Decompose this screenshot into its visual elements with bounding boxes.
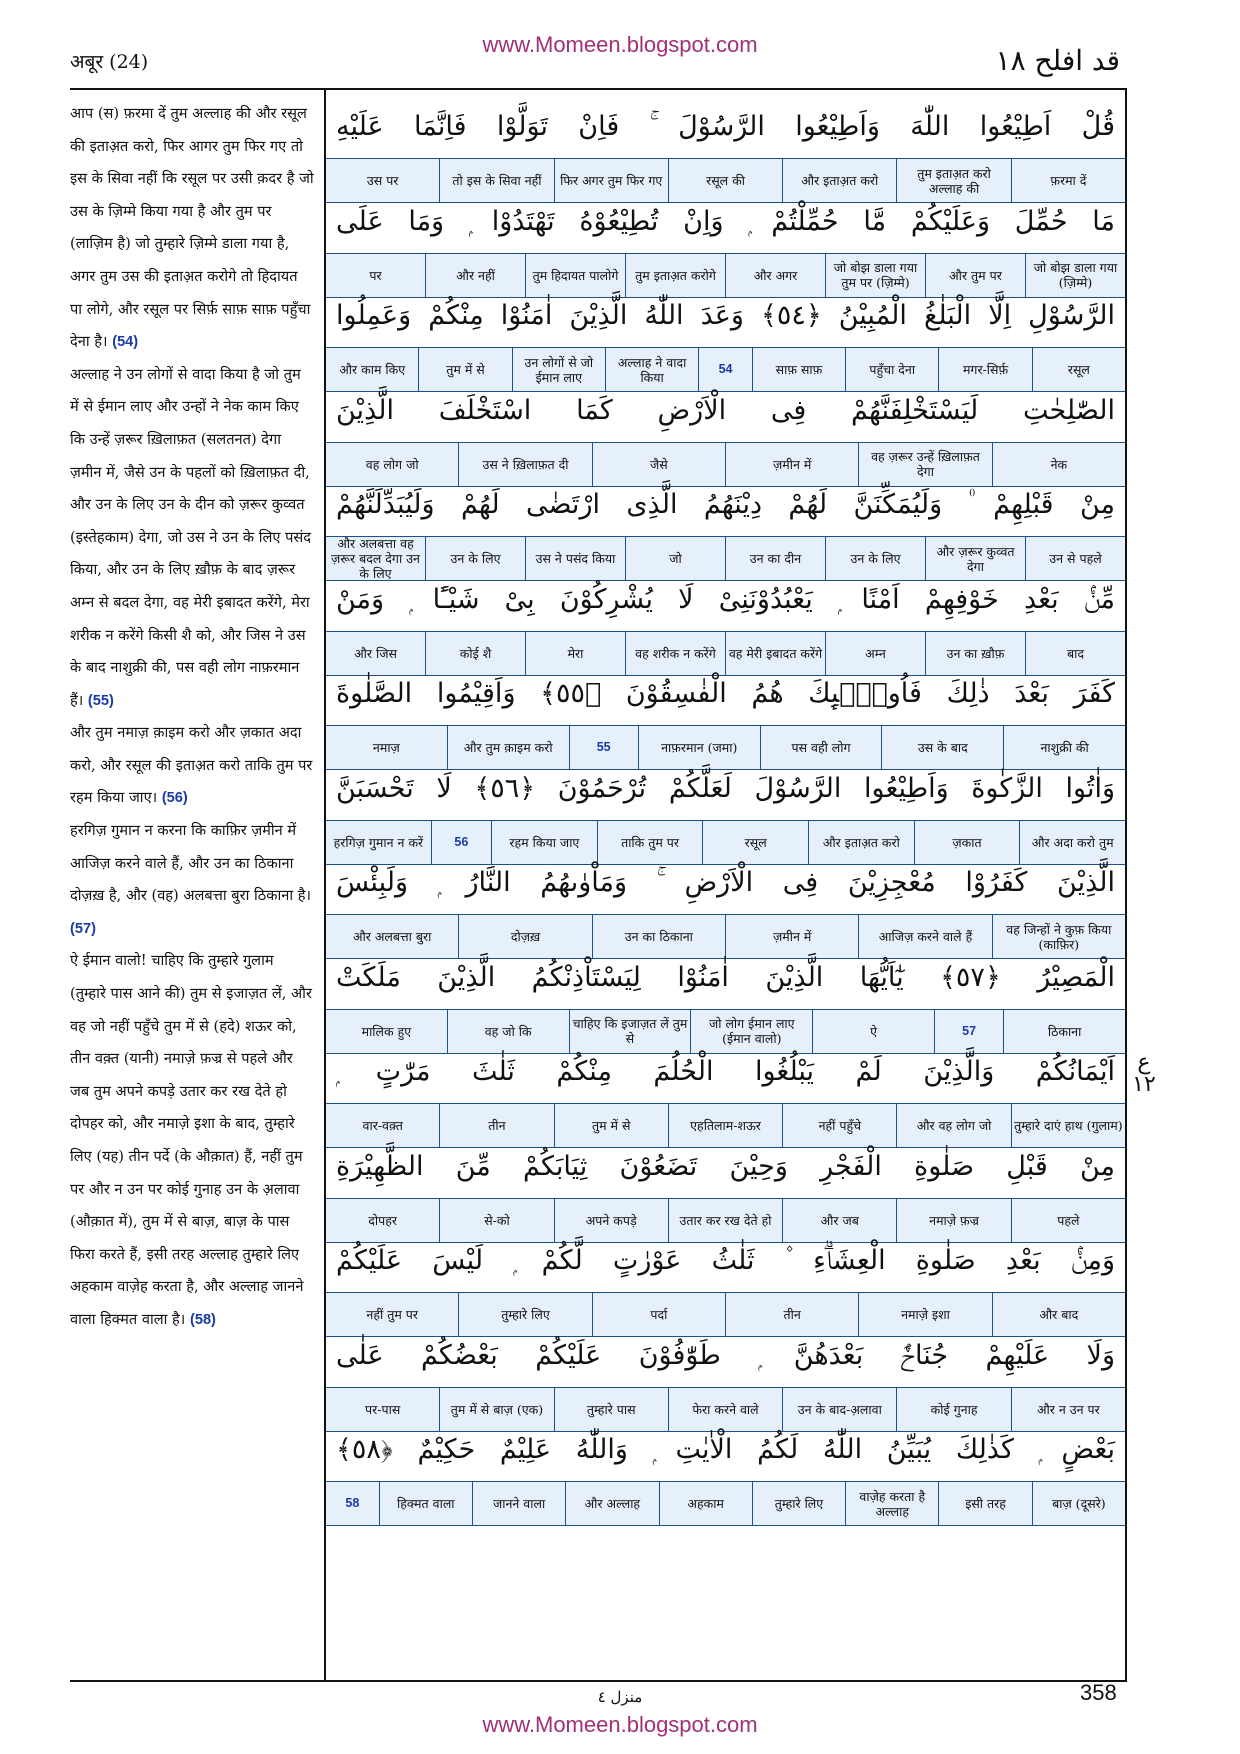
word-meaning-cell: और अलबत्ता बुरा — [353, 929, 432, 944]
word-meaning-cell: फ़रमा दें — [1011, 159, 1125, 202]
verse-number-cell: 56 — [431, 821, 491, 864]
word-meaning-cell: ज़मीन में — [725, 443, 858, 486]
word-meaning-cell: हिक्मत वाला — [379, 1482, 472, 1525]
word-meaning-cell: तुम्हारे पास — [554, 1388, 668, 1431]
word-meaning-cell: नाफ़रमान (जमा) — [638, 726, 760, 769]
juz-title-arabic: قد افلح ١٨ — [995, 44, 1120, 77]
word-meaning-cell: दोपहर — [368, 1212, 398, 1228]
word-meaning-cell: नमाज़ — [372, 740, 400, 755]
word-meaning-cell: उन का ठिकाना — [592, 915, 725, 958]
word-meaning-cell: उस ने पसंद किया — [525, 537, 625, 580]
word-meaning-cell: तुम इताअ़त करो अल्लाह की — [896, 159, 1010, 202]
word-meaning-cell: वह लोग जो — [365, 456, 419, 472]
word-meaning-cell: वह ज़रूर उन्हें ख़िलाफ़त देगा — [858, 443, 991, 486]
verse-number: (58) — [189, 1311, 216, 1328]
word-meaning-cell: और बाद — [992, 1293, 1125, 1336]
translation-paragraph: ऐ ईमान वालो! चाहिए कि तुम्हारे गुलाम (तुम्हारे पास आने की) तुम से इजाज़त लें, और वह जो नहीं पहुँचे तुम में से (हदे) शऊर को, तीन वक़्त (यानी) नमाज़े फ़ज्र से पहले और जब तुम अपने कपड़े उतार कर रख देते हो दोपहर को, और नमाज़े इशा के बाद, तुम्हारे लिए (यह) तीन पर्दे (के औक़ात) हैं, नहीं तुम पर और न उन पर कोई गुनाह उन के अ़लावा (औक़ात में), तुम में से बाज़, बाज़ के पास फिरा करते हैं, इसी तरह अल्लाह तुम्हारे लिए अहकाम वाज़ेह करता है, और अल्लाह जानने वाला हिक्मत वाला है। — [70, 952, 312, 1328]
word-meaning-cell: नहीं तुम पर — [366, 1307, 418, 1322]
word-meaning-cell: पर — [369, 267, 382, 283]
word-meaning-cell: बाद — [1025, 632, 1125, 675]
word-meaning-cell: और वह लोग जो — [896, 1104, 1010, 1147]
word-meaning-cell: पहले — [1011, 1199, 1125, 1242]
page-number: 358 — [1080, 1680, 1117, 1705]
word-meaning-cell: और ज़रूर कुव्वत देगा — [925, 537, 1025, 580]
arabic-verse-line: مَا حُمِّلَ وَعَلَيْكُمْ مَّا حُمِّلْتُمْ ۭ وَاِنْ تُطِيْعُوْهُ تَهْتَدُوْا ۭ وَمَا عَلَى — [336, 205, 1115, 237]
word-meaning-cell: तुम हिदायत पालोगे — [525, 254, 625, 297]
verse-number: (54) — [112, 334, 139, 351]
word-meaning-cell: रसूल — [1032, 348, 1125, 391]
word-meaning-cell: अल्लाह ने वादा किया — [605, 348, 698, 391]
word-meaning-cell: वह जो कि — [447, 1010, 569, 1053]
word-meaning-row — [326, 1481, 1125, 1526]
word-meaning-cell: और अलबत्ता वह ज़रूर बदल देगा उन के लिए — [331, 537, 420, 580]
hindi-translation-column — [70, 98, 314, 1678]
right-border — [1125, 88, 1127, 1682]
word-meaning-cell: उन का दीन — [725, 537, 825, 580]
arabic-verse-line: وَلَا عَلَيْهِمْ جُنَاحٌۢ بَعْدَهُنَّ ۭ طَوّٰفُوْنَ عَلَيْكُمْ بَعْضُكُمْ عَلٰى — [336, 1339, 1115, 1371]
word-meaning-cell: नेक — [992, 443, 1125, 486]
arabic-verse-line: اَيْمَانُكُمْ وَالَّذِيْنَ لَمْ يَبْلُغُوا الْحُلُمَ مِنْكُمْ ثَلٰثَ مَرّٰتٍ ۭ — [336, 1056, 1115, 1087]
word-meaning-cell: उतार कर रख देते हो — [668, 1199, 782, 1242]
verse-number: (55) — [87, 692, 114, 709]
verse-number-cell: 55 — [569, 726, 638, 769]
word-meaning-cell: मालिक हुए — [361, 1023, 412, 1039]
word-meaning-cell: तीन — [439, 1104, 553, 1147]
top-url[interactable]: www.Momeen.blogspot.com — [482, 32, 758, 57]
word-meaning-cell: तुम्हारे लिए — [458, 1293, 591, 1336]
word-meaning-cell: और इताअ़त करो — [808, 821, 914, 864]
word-meaning-cell: फेरा करने वाले — [668, 1388, 782, 1431]
word-meaning-cell: उन से पहले — [1025, 537, 1125, 580]
word-meaning-cell: नाशुक्री की — [1003, 726, 1125, 769]
word-meaning-cell: जो — [625, 537, 725, 580]
arabic-verse-line: مِّنْۢ بَعْدِ خَوْفِهِمْ اَمْنًا ۭ يَعْبُدُوْنَنِىْ لَا يُشْرِكُوْنَ بِىْ شَيْـًٔا ۭ وَمَنْ — [336, 583, 1115, 615]
manzil-label: منزل ٤ — [597, 1688, 643, 1706]
word-meaning-cell: नहीं पहुँचे — [782, 1104, 896, 1147]
arabic-verse-line: الْمَصِيْرُ ﴿٥٧﴾ يٰٓاَيُّهَا الَّذِيْنَ اٰمَنُوْا لِيَسْتَاْذِنْكُمُ الَّذِيْنَ مَلَكَتْ — [336, 961, 1115, 993]
word-meaning-cell: ऐ — [812, 1010, 934, 1053]
surah-name-hindi: अबूर (24) — [70, 51, 149, 73]
word-meaning-cell: उन के लिए — [425, 537, 525, 580]
word-meaning-cell: उन का ख़ौफ़ — [925, 632, 1025, 675]
word-meaning-cell: उस पर — [366, 173, 399, 188]
word-meaning-cell: रहम किया जाए — [491, 821, 597, 864]
word-meaning-cell: हरगिज़ गुमान न करें — [333, 834, 424, 850]
word-meaning-cell: नमाज़े इशा — [858, 1293, 991, 1336]
word-meaning-cell: वार-वक़्त — [362, 1118, 403, 1133]
word-meaning-cell: से-को — [439, 1199, 553, 1242]
word-meaning-cell: तुम में से — [554, 1104, 668, 1147]
word-meaning-cell: जैसे — [592, 443, 725, 486]
word-meaning-cell: पर-पास — [365, 1401, 401, 1417]
word-meaning-cell: और काम किए — [339, 362, 406, 377]
arabic-verse-line: وَاٰتُوا الزَّكٰوةَ وَاَطِيْعُوا الرَّسُوْلَ لَعَلَّكُمْ تُرْحَمُوْنَ ﴿٥٦﴾ لَا تَحْسَبَنَّ — [336, 772, 1115, 804]
arabic-verse-line: مِنْ قَبْلِهِمْ ۠ وَلَيُمَكِّنَنَّ لَهُمْ دِيْنَهُمُ الَّذِى ارْتَضٰى لَهُمْ وَلَيُبَدِّلَنَّهُمْ — [336, 489, 1115, 520]
arabic-verse-line: وَمِنْۢ بَعْدِ صَلٰوةِ الْعِشَاۗءِ ۫ ثَلٰثُ عَوْرٰتٍ لَّكُمْ ۭ لَيْسَ عَلَيْكُمْ — [336, 1245, 1115, 1276]
word-meaning-cell: तुम में से बाज़ (एक) — [439, 1388, 553, 1431]
word-meaning-cell: फिर अगर तुम फिर गए — [554, 159, 668, 202]
header-rule — [70, 88, 1127, 90]
word-meaning-cell: बाज़ (दूसरे) — [1032, 1482, 1125, 1525]
word-meaning-cell: और इताअ़त करो — [782, 159, 896, 202]
verse-number-cell: 54 — [698, 348, 752, 391]
word-meaning-cell: और न उन पर — [1011, 1388, 1125, 1431]
word-meaning-cell: तुम्हारे लिए — [752, 1482, 845, 1525]
word-meaning-cell: ज़मीन में — [725, 915, 858, 958]
word-meaning-cell: और नहीं — [425, 254, 525, 297]
word-meaning-cell: उन के बाद-अ़लावा — [782, 1388, 896, 1431]
arabic-verse-line: الصّٰلِحٰتِ لَيَسْتَخْلِفَنَّهُمْ فِى الْاَرْضِ كَمَا اسْتَخْلَفَ الَّذِيْنَ — [336, 394, 1115, 426]
word-meaning-cell: कोई गुनाह — [896, 1388, 1010, 1431]
footer-rule — [70, 1680, 1127, 1682]
word-meaning-cell: और जब — [782, 1199, 896, 1242]
word-meaning-cell: और तुम क़ाइम करो — [447, 726, 569, 769]
word-meaning-cell: तो इस के सिवा नहीं — [439, 159, 553, 202]
verse-number: (57) — [70, 920, 96, 937]
word-meaning-cell: जो बोझ डाला गया (ज़िम्मे) — [1025, 254, 1125, 297]
bottom-url[interactable]: www.Momeen.blogspot.com — [482, 1712, 758, 1737]
word-meaning-cell: दोज़ख़ — [458, 915, 591, 958]
word-meaning-cell: रसूल की — [668, 159, 782, 202]
word-meaning-cell: वह मेरी इबादत करेंगे — [725, 632, 825, 675]
word-meaning-cell: तुम इताअ़त करोगे — [625, 254, 725, 297]
word-meaning-cell: और जिस — [354, 645, 397, 661]
word-meaning-cell: और अगर — [725, 254, 825, 297]
word-meaning-cell: वह जिन्हों ने कुफ़ किया (काफ़िर) — [992, 915, 1125, 958]
arabic-verse-line: الَّذِيْنَ كَفَرُوْا مُعْجِزِيْنَ فِى الْاَرْضِ ۚ وَمَاْوٰىهُمُ النَّارُ ۭ وَلَبِئْسَ — [336, 867, 1115, 898]
word-meaning-cell: अपने कपड़े — [554, 1199, 668, 1242]
word-meaning-cell: और अदा करो तुम — [1019, 821, 1125, 864]
verse-number: (56) — [161, 790, 188, 807]
translation-paragraph: आप (स) फ़रमा दें तुम अल्लाह की और रसूल की इताअ़त करो, फिर आगर तुम फिर गए तो इस के सिवा नहीं कि रसूल पर उसी क़दर है जो उस के ज़िम्मे किया गया है और तुम पर (लाज़िम है) जो तुम्हारे ज़िम्मे डाला गया है, अगर तुम उस की इताअ़त करोगे तो हिदायत पा लोगे, और रसूल पर सिर्फ़ साफ़ साफ़ पहुँचा देना है। — [70, 105, 314, 351]
word-meaning-cell: जो बोझ डाला गया तुम पर (ज़िम्मे) — [825, 254, 925, 297]
verse-number-cell: 57 — [934, 1010, 1003, 1053]
word-meaning-cell: वह शरीक न करेंगे — [625, 632, 725, 675]
word-meaning-cell: चाहिए कि इजाज़त लें तुम से — [569, 1010, 691, 1053]
word-meaning-cell: आजिज़ करने वाले हैं — [858, 915, 991, 958]
word-meaning-cell: उस ने ख़िलाफ़त दी — [458, 443, 591, 486]
word-meaning-cell: उस के बाद — [881, 726, 1003, 769]
word-meaning-cell: पर्दा — [592, 1293, 725, 1336]
word-meaning-cell: और अल्लाह — [565, 1482, 658, 1525]
word-meaning-cell: ठिकाना — [1003, 1010, 1125, 1053]
word-meaning-cell: मेरा — [525, 632, 625, 675]
word-meaning-cell: साफ़ साफ़ — [752, 348, 845, 391]
translation-paragraph: अल्लाह ने उन लोगों से वादा किया है जो तुम में से ईमान लाए और उन्हों ने नेक काम किए कि उन्हें ज़रूर ख़िलाफ़त (सलतनत) देगा ज़मीन में, जैसे उन के पहलों को ख़िलाफ़त दी, और उन के लिए उन के दीन को ज़रूर कुव्वत (इस्तेहकाम) देगा, जो उस ने उन के लिए पसंद किया, और उन के लिए ख़ौफ़ के बाद ज़रूर अम्न से बदल देगा, वह मेरी इबादत करेंगे, मेरा शरीक न करेंगे किसी शै को, और जिस ने उस के बाद नाशुक्री की, पस वही लोग नाफ़रमान हैं। — [70, 365, 312, 709]
word-meaning-cell: एहतिलाम-शऊर — [668, 1104, 782, 1147]
word-meaning-cell: नमाज़े फ़ज्र — [896, 1199, 1010, 1242]
verse-number-cell: 58 — [345, 1496, 360, 1510]
word-meaning-cell: तुम में से — [418, 348, 511, 391]
arabic-verse-line: بَعْضٍ ۭ كَذٰلِكَ يُبَيِّنُ اللّٰهُ لَكُمُ الْاٰيٰتِ ۭ وَاللّٰهُ عَلِيْمٌ حَكِيْمٌ ﴿٥٨﴾ — [336, 1434, 1115, 1465]
word-meaning-cell: जानने वाला — [472, 1482, 565, 1525]
word-meaning-cell: जो लोग ईमान लाए (ईमान वालो) — [690, 1010, 812, 1053]
translation-paragraph: और तुम नमाज़ क़ाइम करो और ज़कात अदा करो, और रसूल की इताअ़त करो ताकि तुम पर रहम किया जाए। — [70, 724, 313, 807]
word-meaning-cell: ताकि तुम पर — [597, 821, 703, 864]
word-meaning-cell: उन लोगों से जो ईमान लाए — [512, 348, 605, 391]
arabic-verse-line: كَفَرَ بَعْدَ ذٰلِكَ فَاُولٰۗىِٕكَ هُمُ الْفٰسِقُوْنَ ﴿٥٥﴾ وَاَقِيْمُوا الصَّلٰوةَ — [336, 678, 1115, 709]
word-meaning-cell: रसूल — [702, 821, 808, 864]
word-meaning-cell: तुम्हारे दाएं हाथ (गुलाम) — [1011, 1104, 1125, 1147]
word-meaning-cell: वाज़ेह करता है अल्लाह — [845, 1482, 938, 1525]
word-meaning-cell: पस वही लोग — [760, 726, 882, 769]
word-meaning-cell: पहुँचा देना — [845, 348, 938, 391]
word-meaning-cell: ज़कात — [914, 821, 1020, 864]
word-meaning-cell: मगर-सिर्फ़ — [938, 348, 1031, 391]
word-meaning-cell: कोई शै — [425, 632, 525, 675]
word-meaning-cell: अहकाम — [659, 1482, 752, 1525]
translation-paragraph: हरगिज़ गुमान न करना कि काफ़िर ज़मीन में आजिज़ करने वाले हैं, और उन का ठिकाना दोज़ख़ है, और (वह) अलबत्ता बुरा ठिकाना है। — [70, 822, 312, 905]
word-meaning-cell: इसी तरह — [938, 1482, 1031, 1525]
ruku-marker: ع ١٢ — [1132, 1050, 1156, 1097]
word-meaning-cell: तीन — [725, 1293, 858, 1336]
word-meaning-cell: अम्न — [825, 632, 925, 675]
word-meaning-cell: और तुम पर — [925, 254, 1025, 297]
arabic-verse-line: الرَّسُوْلِ اِلَّا الْبَلٰغُ الْمُبِيْنُ ﴿٥٤﴾ وَعَدَ اللّٰهُ الَّذِيْنَ اٰمَنُوْا مِنْكُمْ وَعَمِلُوا — [336, 300, 1115, 331]
word-meaning-cell: उन के लिए — [825, 537, 925, 580]
arabic-verse-line: مِنْ قَبْلِ صَلٰوةِ الْفَجْرِ وَحِيْنَ تَضَعُوْنَ ثِيَابَكُمْ مِّنَ الظَّهِيْرَةِ — [336, 1150, 1115, 1182]
arabic-verse-line: قُلْ اَطِيْعُوا اللّٰهَ وَاَطِيْعُوا الرَّسُوْلَ ۚ فَاِنْ تَوَلَّوْا فَاِنَّمَا عَلَيْهِ — [336, 111, 1115, 142]
